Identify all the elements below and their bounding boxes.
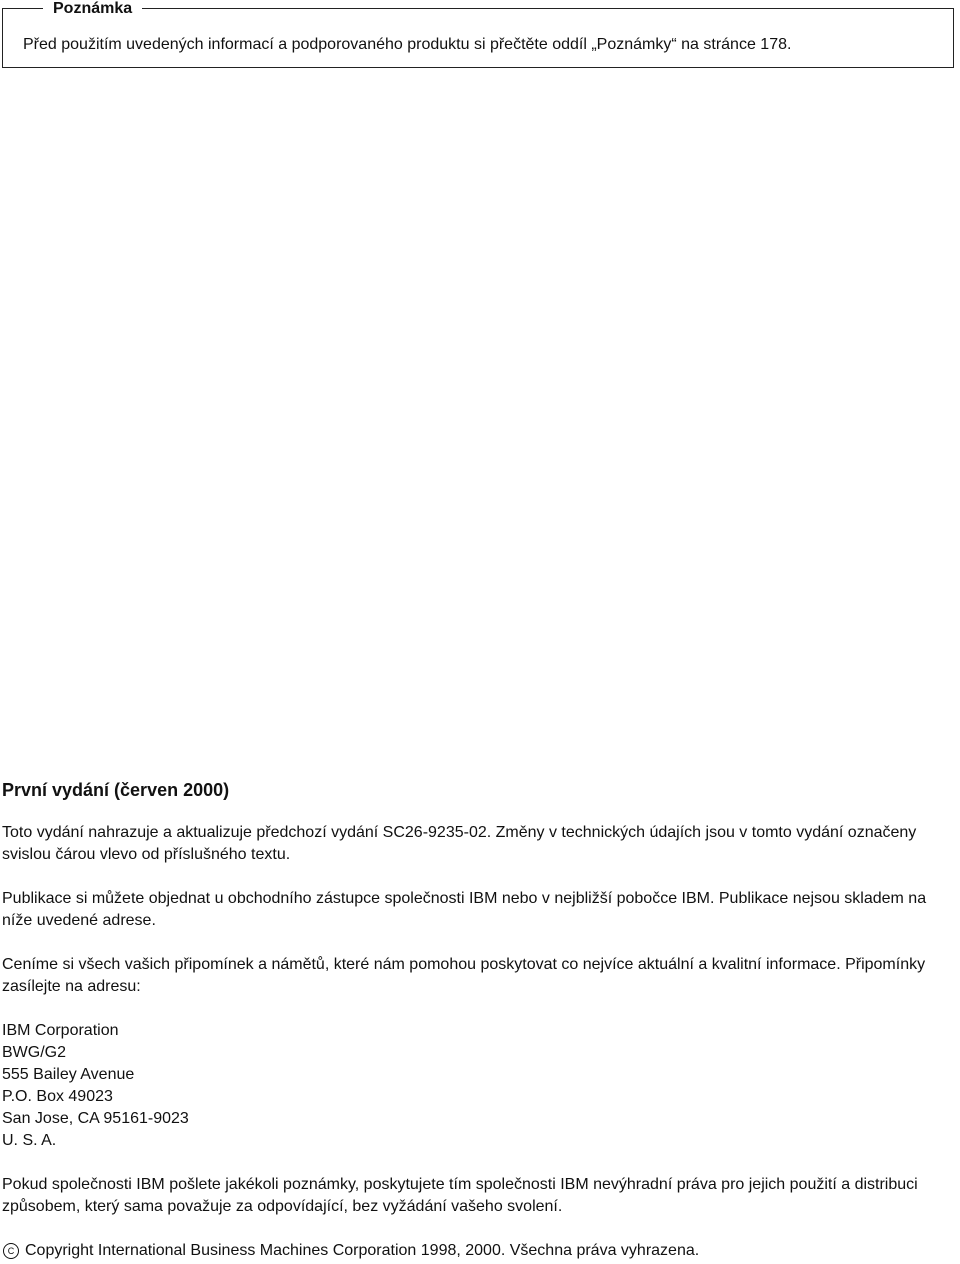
edition-heading: První vydání (červen 2000) bbox=[2, 780, 230, 800]
address-line: U. S. A. bbox=[2, 1132, 57, 1149]
copyright-icon: C bbox=[3, 1243, 19, 1259]
note-text: Před použitím uvedených informací a podporovaného produktu si přečtěte oddíl „Poznámky“ na stránce 178. bbox=[23, 36, 792, 53]
address-line: IBM Corporation bbox=[2, 1022, 119, 1039]
address-line: 555 Bailey Avenue bbox=[2, 1066, 135, 1083]
rights-paragraph: Pokud společnosti IBM pošlete jakékoli poznámky, poskytujete tím společnosti IBM nevýhradní práva pro jejich použití a distribuci způsobem, který sama považuje za odpovídající, bez vyžádání vašeho svolení. bbox=[2, 1176, 918, 1215]
address-line: San Jose, CA 95161-9023 bbox=[2, 1110, 189, 1127]
copyright-text: Copyright International Business Machines Corporation 1998, 2000. Všechna práva vyhrazena. bbox=[25, 1242, 700, 1259]
edition-paragraph: Toto vydání nahrazuje a aktualizuje předchozí vydání SC26-9235-02. Změny v technických údajích jsou v tomto vydání označeny svislou čárou vlevo od příslušného textu. bbox=[2, 824, 917, 863]
ordering-paragraph: Publikace si můžete objednat u obchodního zástupce společnosti IBM nebo v nejbližší pobočce IBM. Publikace nejsou skladem na níže uvedené adrese. bbox=[2, 890, 927, 929]
copyright-line bbox=[2, 1240, 956, 1262]
edition-notice bbox=[2, 778, 956, 1262]
note-box bbox=[2, 0, 954, 68]
comments-paragraph: Ceníme si všech vašich připomínek a námětů, které nám pomohou poskytovat co nejvíce aktuální a kvalitní informace. Připomínky zasílejte na adresu: bbox=[2, 956, 926, 995]
mailing-address bbox=[2, 1020, 956, 1152]
address-line: BWG/G2 bbox=[2, 1044, 67, 1061]
address-line: P.O. Box 49023 bbox=[2, 1088, 113, 1105]
note-title: Poznámka bbox=[43, 0, 142, 19]
